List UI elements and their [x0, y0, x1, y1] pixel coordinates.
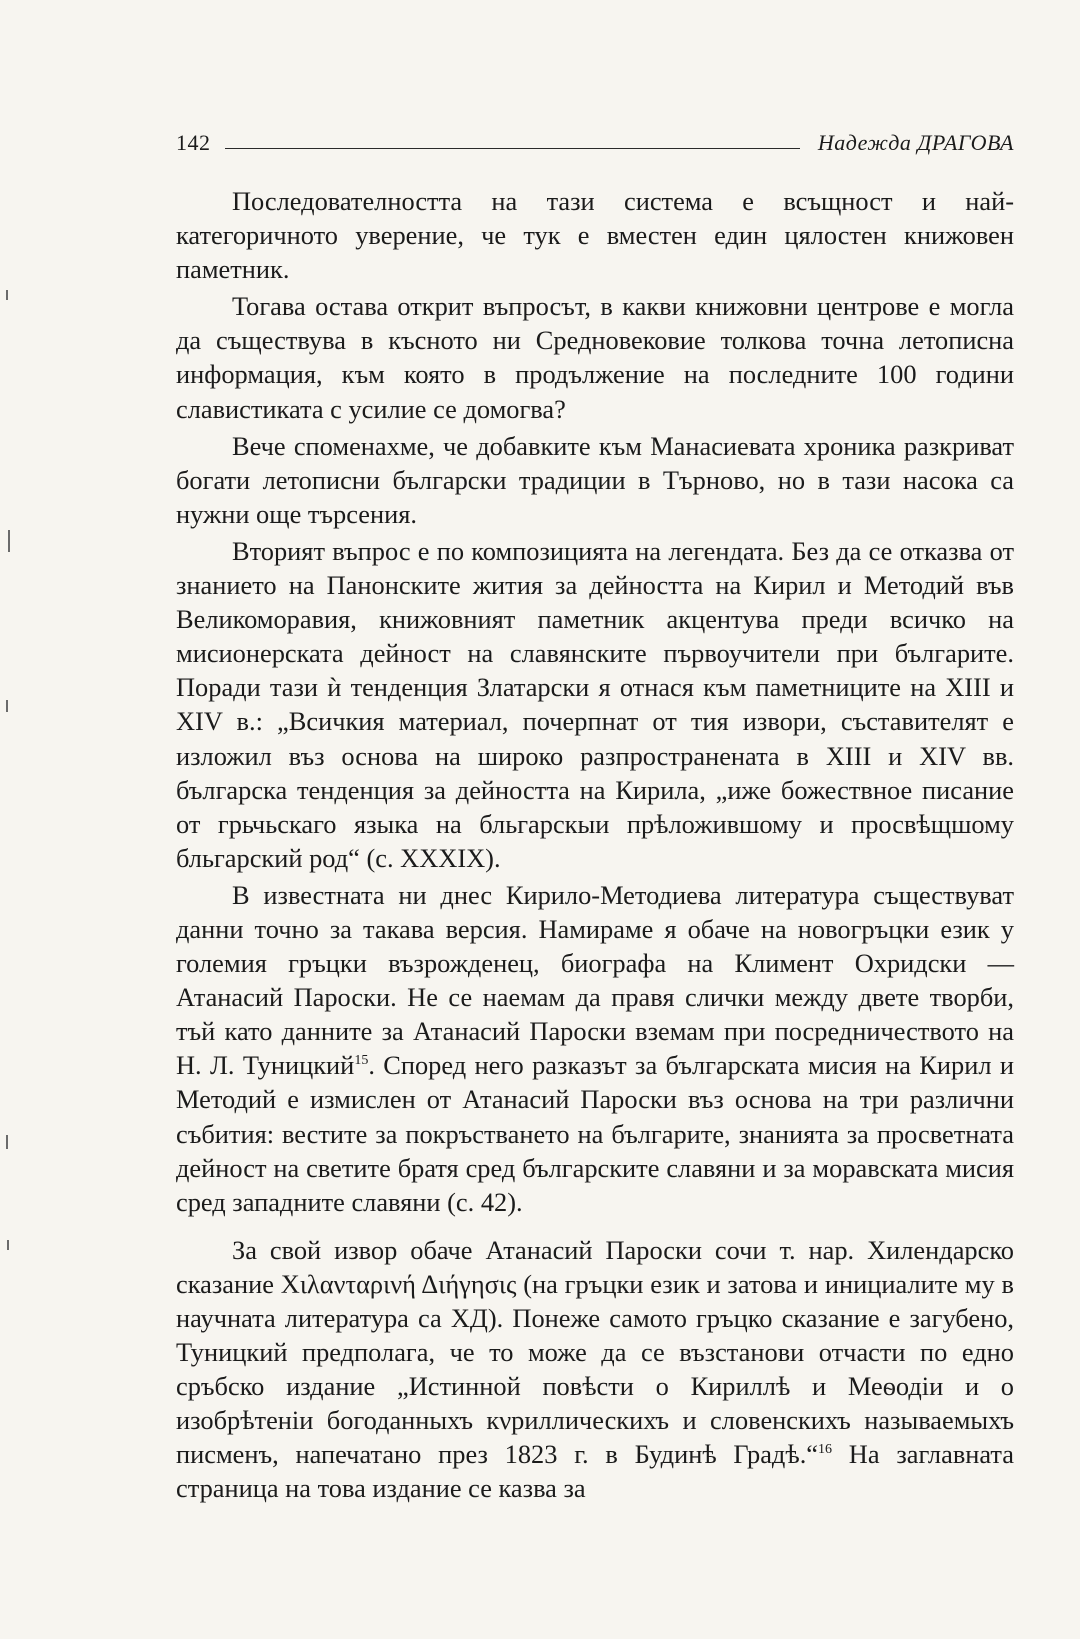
scan-mark — [8, 530, 10, 552]
running-header-author: Надежда ДРАГОВА — [817, 130, 1014, 155]
scan-mark — [6, 700, 8, 712]
paragraph-text: Последователността на тази система е всъщност и най-категоричното уверение, че тук е вместен един цялостен книжовен паметник. — [176, 186, 1014, 285]
paragraph-text: В известната ни днес Кирило-Методиева литература съществуват данни точно за такава версия. Намираме я обаче на новогръцки език у големия гръцки възрожденец, биографа на Климент Охридски — Атанасий Пароски. Не се наемам да правя слички между двете творби, тъй като данните за Атанасий Пароски вземам при посредничеството на Н. Л. Туницкий — [176, 879, 1014, 1081]
paragraph-text: Вторият въпрос е по композицията на легендата. Без да се отказва от знанието на Панонските жития за дейността на Кирил и Методий във Великоморавия, книжовният паметник акцентува преди всичко на мисионерската дейност на славянските първоучители при българите. Поради тази ѝ тенденция Златарски я отнася към паметниците на XIII и XIV в.: „Всичкия материал, почерпнат от тия извори, съставителят е изложил въз основа на широко разпространената в XIII и XIV вв. българска тенденция за дейността на Кирила, „иже божествное писание от грьчьскаго языка на бльгарскыи прѣложившому и просвѣщшому бльгарский род“ (с. XXXIX). — [176, 535, 1014, 873]
scan-mark — [6, 1135, 8, 1149]
paragraph — [176, 878, 1014, 1219]
paragraph-text: На заглавната страница на това издание се казва за — [176, 1439, 1015, 1504]
paragraph-text: Вече споменахме, че добавките към Манасиевата хроника разкриват богати летописни български традиции в Търново, но в тази насока са нужни още търсения. — [176, 430, 1014, 529]
paragraph-text: За свой извор обаче Атанасий Пароски сочи т. нар. Хилендарско сказание Χιλανταρινή Διήγησις (на гръцки език и затова и инициалите му в научната литература са ХД). Понеже самото гръцко сказание е загубено, Туницкий предполага, че то може да се възстанови отчасти по едно сръбско издание „Истинной повѣсти о Кириллѣ и Меѳодіи и о изобрѣтеніи богоданныхъ кνриллическихъ и словенскихъ называемыхъ писменъ, напечатано през 1823 г. в Будинѣ Градѣ.“ — [176, 1234, 1014, 1470]
running-header — [176, 118, 1014, 154]
scan-mark — [6, 290, 8, 300]
body-text — [176, 184, 1014, 1506]
paragraph — [176, 1233, 1014, 1506]
page-number: 142 — [176, 130, 211, 155]
footnote-marker: 15 — [354, 1053, 369, 1069]
paragraph — [176, 534, 1014, 875]
paragraph — [176, 429, 1014, 531]
paragraph-text: Тогава остава открит въпросът, в какви книжовни центрове е могла да съществува в късното ни Средновековие толкова точна летописна информация, към която в продължение на последните 100 години славистиката с усилие се домогва? — [176, 291, 1014, 424]
scan-mark — [7, 1240, 9, 1250]
footnote-marker: 16 — [818, 1442, 833, 1458]
book-page — [176, 118, 1014, 1506]
paragraph-text: . Според него разказът за българската мисия на Кирил и Методий е измислен от Атанасий Пароски въз основа на три различни събития: вестите за покръстването на българите, знанията за просветната дейност на светите братя сред българските славяни и за моравската мисия сред западните славяни (с. 42). — [176, 1050, 1014, 1217]
paragraph — [176, 184, 1014, 286]
header-rule — [225, 148, 800, 149]
paragraph — [176, 289, 1014, 425]
